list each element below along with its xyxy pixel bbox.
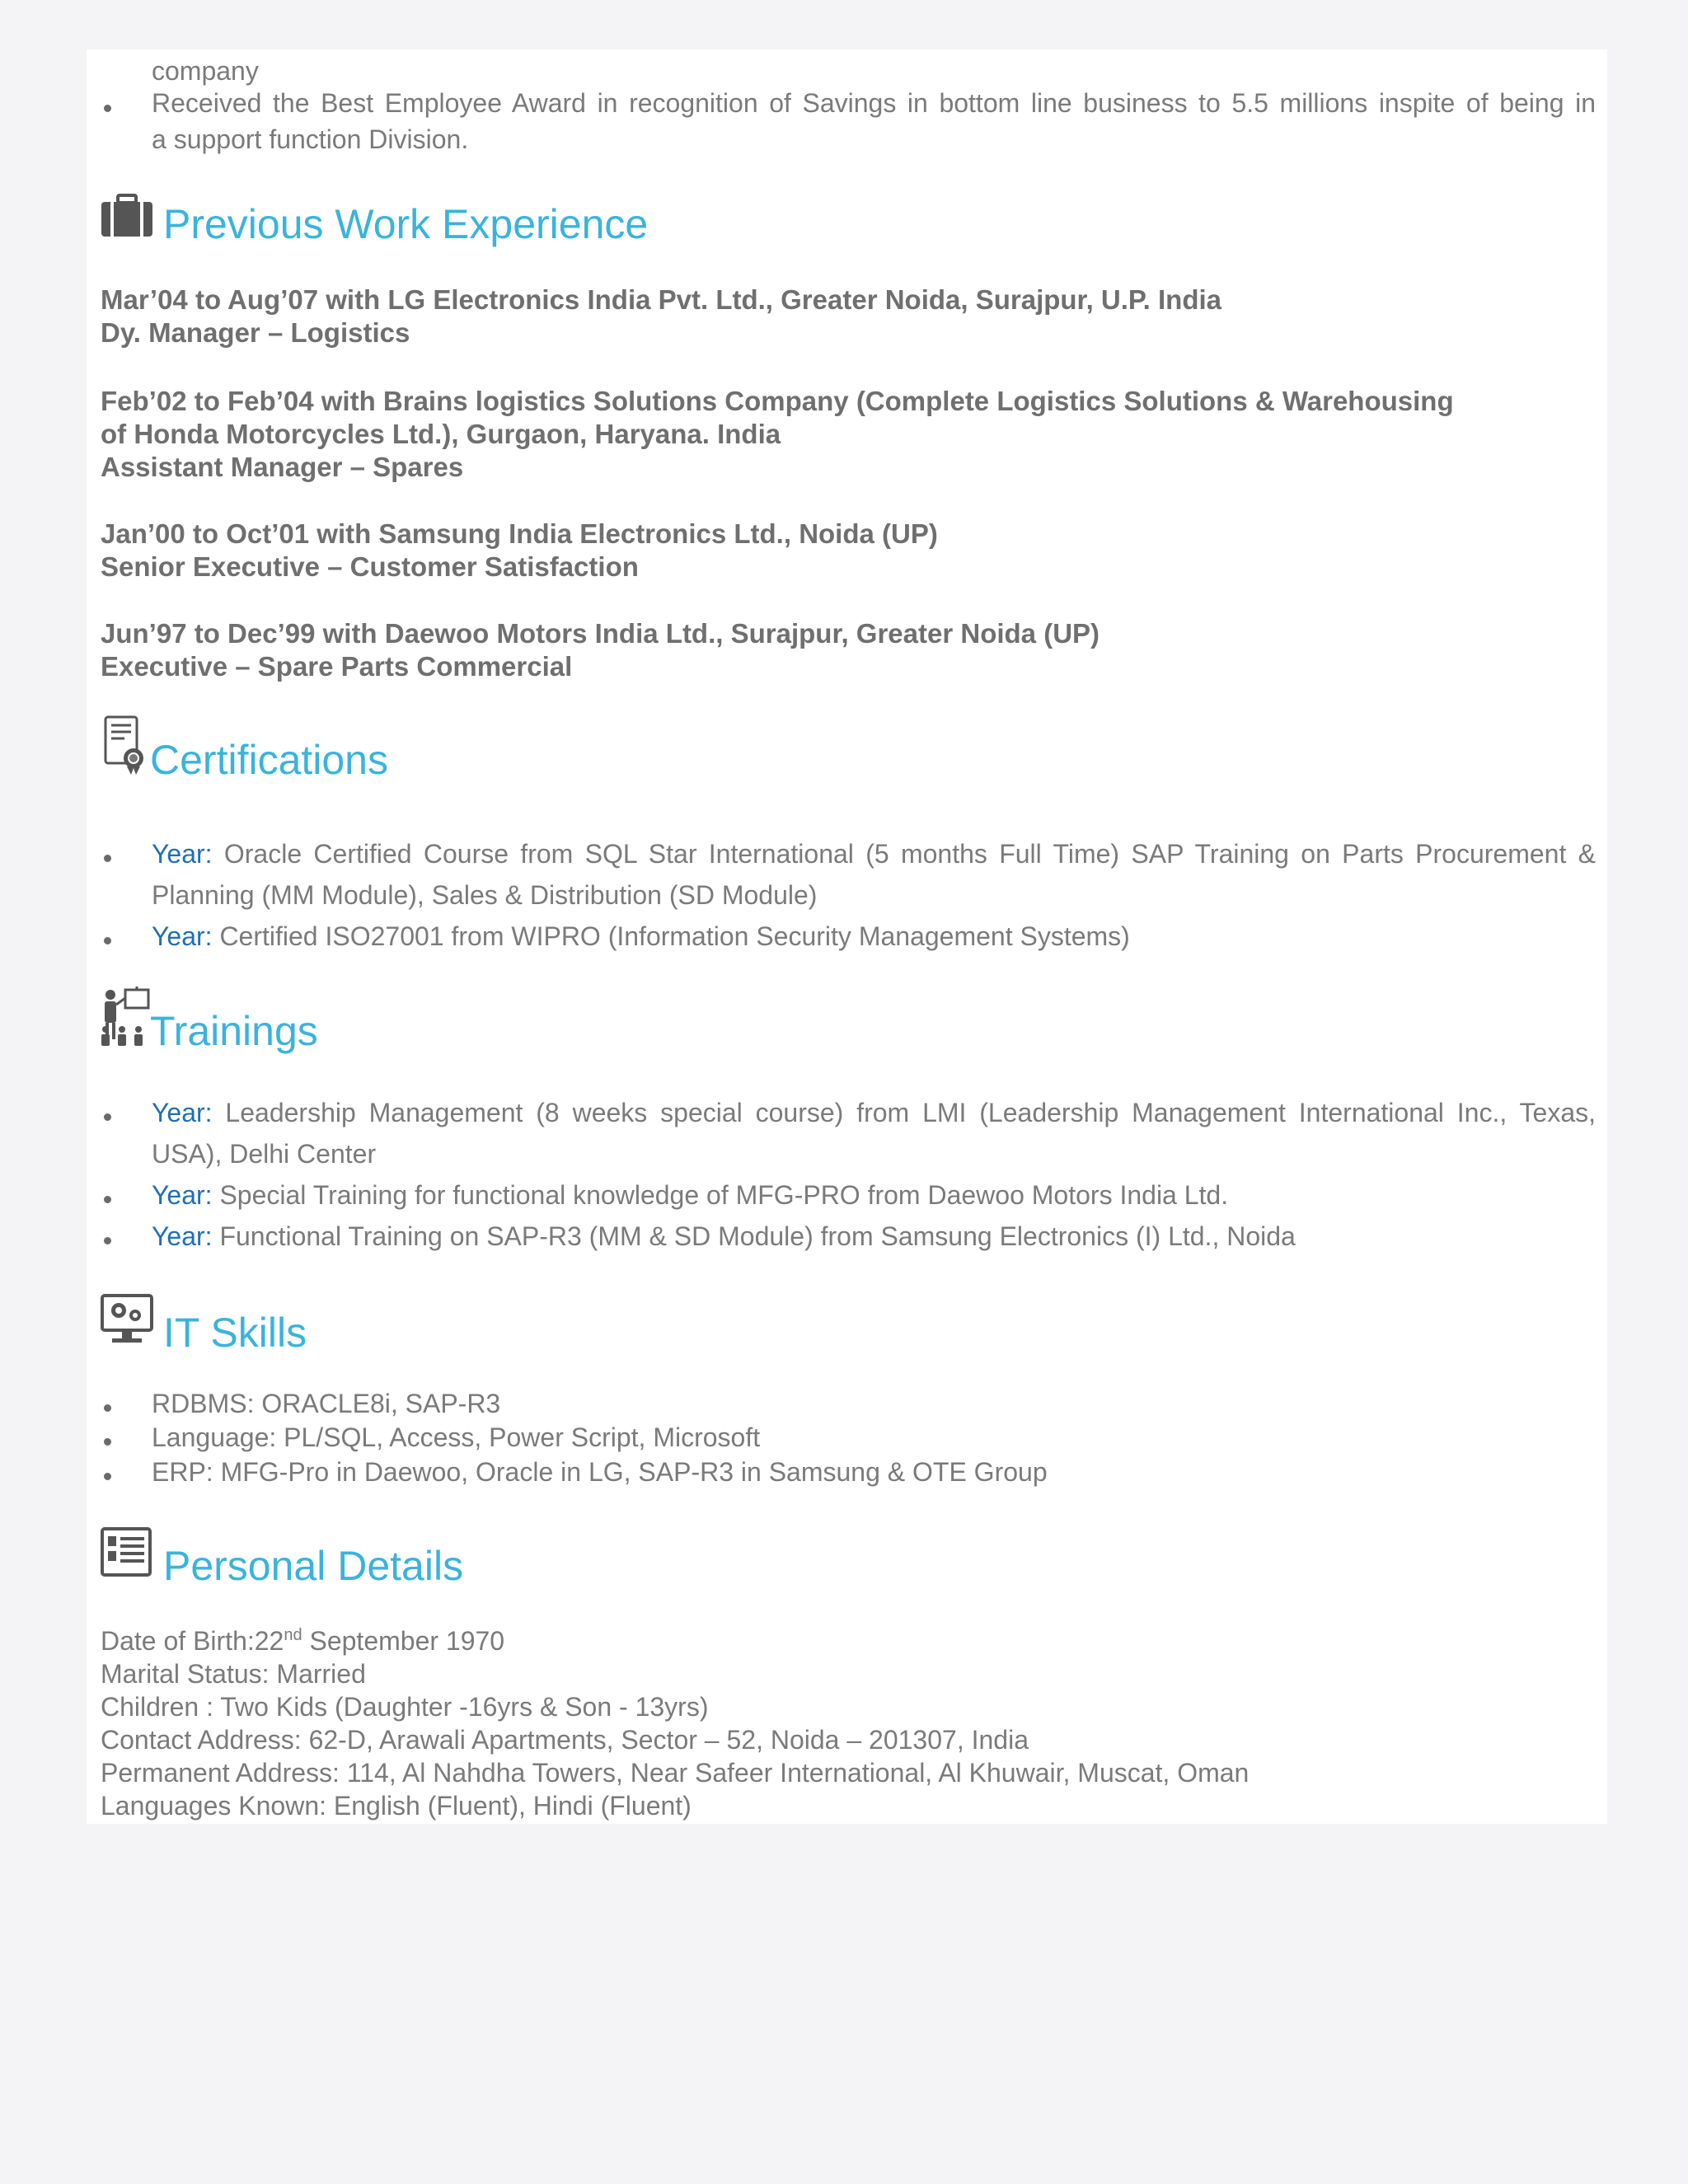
bullet xyxy=(104,1113,111,1121)
bullet xyxy=(104,1196,111,1203)
personal-marital-status: Marital Status: Married xyxy=(101,1659,366,1689)
bullet xyxy=(104,855,111,862)
bullet xyxy=(104,1237,111,1244)
work-entry-2-role: Assistant Manager – Spares xyxy=(101,452,464,482)
achievement-company-line: company xyxy=(152,56,259,86)
work-entry-3-line1: Jan’00 to Oct’01 with Samsung India Electronics Ltd., Noida (UP) xyxy=(101,518,938,549)
training-2-line1: Year: Special Training for functional knowledge of MFG-PRO from Daewoo Motors India Ltd. xyxy=(152,1180,1229,1210)
resume-page xyxy=(87,49,1607,1824)
personal-languages-known: Languages Known: English (Fluent), Hindi (Fluent) xyxy=(101,1791,692,1821)
work-entry-4-line1: Jun’97 to Dec’99 with Daewoo Motors India Ltd., Surajpur, Greater Noida (UP) xyxy=(101,618,1100,649)
computer-settings-icon xyxy=(101,1294,153,1345)
work-entry-2-line2: of Honda Motorcycles Ltd.), Gurgaon, Haryana. India xyxy=(101,419,781,449)
id-card-icon xyxy=(101,1527,152,1577)
bullet xyxy=(104,1473,111,1480)
work-entry-3-role: Senior Executive – Customer Satisfaction xyxy=(101,551,639,582)
certificate-icon xyxy=(104,715,147,775)
personal-children: Children : Two Kids (Daughter -16yrs & Son - 13yrs) xyxy=(101,1692,709,1722)
certification-2-line1: Year: Certified ISO27001 from WIPRO (Information Security Management Systems) xyxy=(152,921,1130,951)
it-skill-language: Language: PL/SQL, Access, Power Script, Microsoft xyxy=(152,1422,761,1452)
personal-date-of-birth: Date of Birth:22nd September 1970 xyxy=(101,1626,505,1656)
achievement-award-line1: Received the Best Employee Award in recognition of Savings in bottom line business to 5.5 millions inspite of being in xyxy=(152,88,1596,118)
bullet xyxy=(104,937,111,944)
work-entry-4-role: Executive – Spare Parts Commercial xyxy=(101,651,573,682)
bullet xyxy=(104,1404,111,1412)
training-1-line1: Year: Leadership Management (8 weeks special course) from LMI (Leadership Management International Inc., Texas, xyxy=(152,1098,1597,1127)
training-presentation-icon xyxy=(101,987,152,1049)
year-label: Year: xyxy=(152,1180,213,1210)
section-title-work-experience: Previous Work Experience xyxy=(163,201,649,247)
personal-contact-address: Contact Address: 62-D, Arawali Apartments, Sector – 52, Noida – 201307, India xyxy=(101,1725,1029,1755)
section-title-trainings: Trainings xyxy=(150,1008,318,1054)
certification-1-line2: Planning (MM Module), Sales & Distribution (SD Module) xyxy=(152,880,818,910)
briefcase-icon xyxy=(101,194,153,238)
year-label: Year: xyxy=(152,839,213,869)
personal-permanent-address: Permanent Address: 114, Al Nahdha Towers, Near Safeer International, Al Khuwair, Muscat, Oman xyxy=(101,1758,1250,1788)
section-title-certifications: Certifications xyxy=(150,737,388,783)
achievement-award-line2: a support function Division. xyxy=(152,124,469,154)
year-label: Year: xyxy=(152,921,213,951)
work-entry-2-line1: Feb’02 to Feb’04 with Brains logistics Solutions Company (Complete Logistics Solutions & Warehousing xyxy=(101,386,1454,416)
it-skill-rdbms: RDBMS: ORACLE8i, SAP-R3 xyxy=(152,1389,501,1418)
training-1-line2: USA), Delhi Center xyxy=(152,1139,377,1169)
certification-1-line1: Year: Oracle Certified Course from SQL Star International (5 months Full Time) SAP Training on Parts Procurement & xyxy=(152,839,1597,869)
training-3-line1: Year: Functional Training on SAP-R3 (MM & SD Module) from Samsung Electronics (I) Ltd., Noida xyxy=(152,1221,1296,1251)
year-label: Year: xyxy=(152,1221,213,1251)
section-title-it-skills: IT Skills xyxy=(163,1310,307,1356)
year-label: Year: xyxy=(152,1098,213,1127)
section-title-personal-details: Personal Details xyxy=(163,1543,464,1589)
work-entry-1-role: Dy. Manager – Logistics xyxy=(101,317,410,348)
it-skill-erp: ERP: MFG-Pro in Daewoo, Oracle in LG, SAP-R3 in Samsung & OTE Group xyxy=(152,1457,1048,1487)
bullet xyxy=(104,105,111,112)
work-entry-1-line1: Mar’04 to Aug’07 with LG Electronics India Pvt. Ltd., Greater Noida, Surajpur, U.P. India xyxy=(101,284,1222,315)
bullet xyxy=(104,1438,111,1446)
